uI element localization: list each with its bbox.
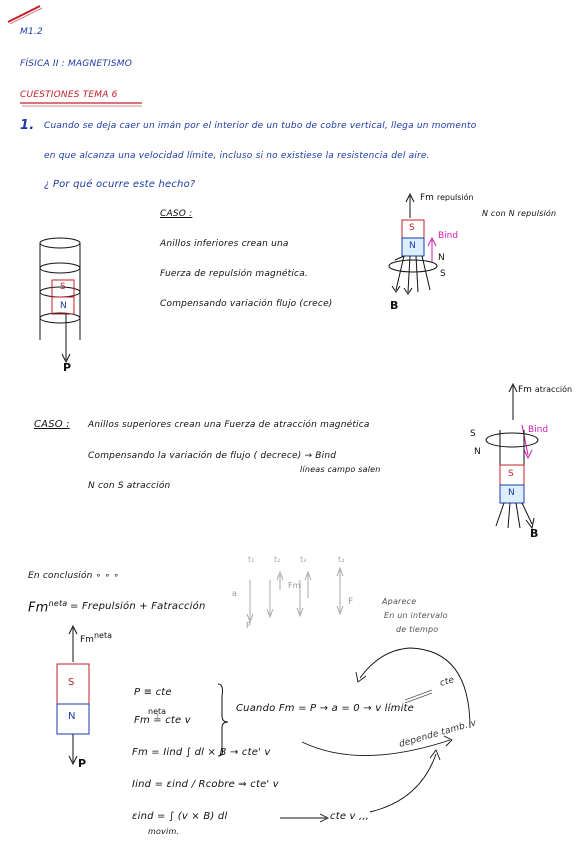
cte-v-result: cte v ,,, xyxy=(330,811,370,822)
bind-label-1: Bind xyxy=(438,231,459,241)
case1-magnet-s: S xyxy=(409,223,415,233)
note-intervalo: En un intervalo xyxy=(384,611,448,620)
sketch-fm-label: Fm xyxy=(288,581,301,590)
case1-line-1: Anillos inferiores crean una xyxy=(160,239,289,249)
p-constant: P ≡ cte xyxy=(134,687,172,698)
case1-note: N con N repulsión xyxy=(482,209,557,218)
cte-note: cte xyxy=(438,675,456,689)
fm-neta-label: $Fm^{neta}$ xyxy=(80,631,112,645)
conclusion-magnet-s: S xyxy=(68,677,75,688)
eind-formula: εind = ∫ (v × B) dl xyxy=(132,811,228,822)
sketch-f-label: F xyxy=(348,597,354,607)
movim-label: movim. xyxy=(148,827,180,836)
question-number: 1. xyxy=(20,118,35,133)
left-magnet-s: S xyxy=(60,282,66,292)
case2-line-3: N con S atracción xyxy=(88,481,171,491)
forces-time-sketch xyxy=(247,568,343,622)
time-t2: t₂ xyxy=(274,555,281,564)
conclusion-magnet-n: N xyxy=(68,711,76,722)
case1-heading: CASO : xyxy=(160,209,193,219)
tube-diagram-left xyxy=(40,238,80,362)
sketch-a-label: a xyxy=(232,589,237,598)
note-aparece: Aparece xyxy=(382,597,417,606)
condition-equation: Cuando Fm = P → a = 0 → v límite xyxy=(236,703,415,714)
fm-constant: Fm ≟ cte v xyxy=(134,715,191,726)
magnet-diagram-conclusion xyxy=(57,626,89,764)
net-force-equation: = Frepulsión + Fatracción xyxy=(70,601,206,612)
b-label-1: B xyxy=(390,299,399,312)
time-t3: t₃ xyxy=(300,555,307,564)
s-label-2: S xyxy=(470,429,476,439)
left-magnet-n: N xyxy=(60,301,67,311)
fm-repulsion-label: Fm repulsión xyxy=(420,193,474,203)
doc-code: M1.2 xyxy=(20,27,43,37)
net-force-lhs: $Fm^{neta}$ xyxy=(28,599,68,616)
b-label-2: B xyxy=(530,527,539,540)
fm-attraction-label: Fm atracción xyxy=(518,385,573,395)
case2-magnet-n: N xyxy=(508,488,515,498)
sketch-p-label: P xyxy=(246,621,251,630)
question-line-3: ¿ Por qué ocurre este hecho? xyxy=(44,179,196,190)
case2-line-2: Compensando la variación de flujo ( decrece) → Bind xyxy=(88,451,337,461)
iind-formula: Iind = εind / Rcobre ⇒ cte' v xyxy=(132,779,279,790)
time-t4: t₄ xyxy=(338,555,345,564)
section-title: CUESTIONES TEMA 6 xyxy=(20,90,118,100)
bind-label-2: Bind xyxy=(528,425,549,435)
note-tiempo: de tiempo xyxy=(396,625,439,634)
fm-constant-sup: neta xyxy=(148,707,167,716)
n-label-1: N xyxy=(438,253,445,263)
question-line-2: en que alcanza una velocidad límite, incluso si no existiese la resistencia del aire. xyxy=(44,151,430,161)
depende-note: depende tamb. v xyxy=(398,718,478,750)
n-label-2: N xyxy=(474,447,481,457)
conclusion-title: En conclusión ∘ ∘ ∘ xyxy=(28,571,120,581)
case1-magnet-n: N xyxy=(409,241,416,251)
left-p-label: P xyxy=(63,361,72,374)
case2-line-1: Anillos superiores crean una Fuerza de atracción magnética xyxy=(88,420,370,430)
conclusion-p-label: P xyxy=(78,757,87,770)
time-t1: t₁ xyxy=(248,555,255,564)
case1-line-2: Fuerza de repulsión magnética. xyxy=(160,269,308,279)
s-label-1: S xyxy=(440,269,446,279)
question-line-1: Cuando se deja caer un imán por el interior de un tubo de cobre vertical, llega un momento xyxy=(44,121,477,131)
doc-subject: FÍSICA II : MAGNETISMO xyxy=(20,59,132,69)
case2-magnet-s: S xyxy=(508,469,514,479)
case2-heading: CASO : xyxy=(34,419,70,430)
magnet-diagram-attraction xyxy=(486,384,538,528)
case2-line-2-sub: líneas campo salen xyxy=(300,465,381,474)
fm-formula: Fm = Iind ∫ dl × B → cte' v xyxy=(132,747,271,758)
case1-line-3: Compensando variación flujo (crece) xyxy=(160,299,333,309)
